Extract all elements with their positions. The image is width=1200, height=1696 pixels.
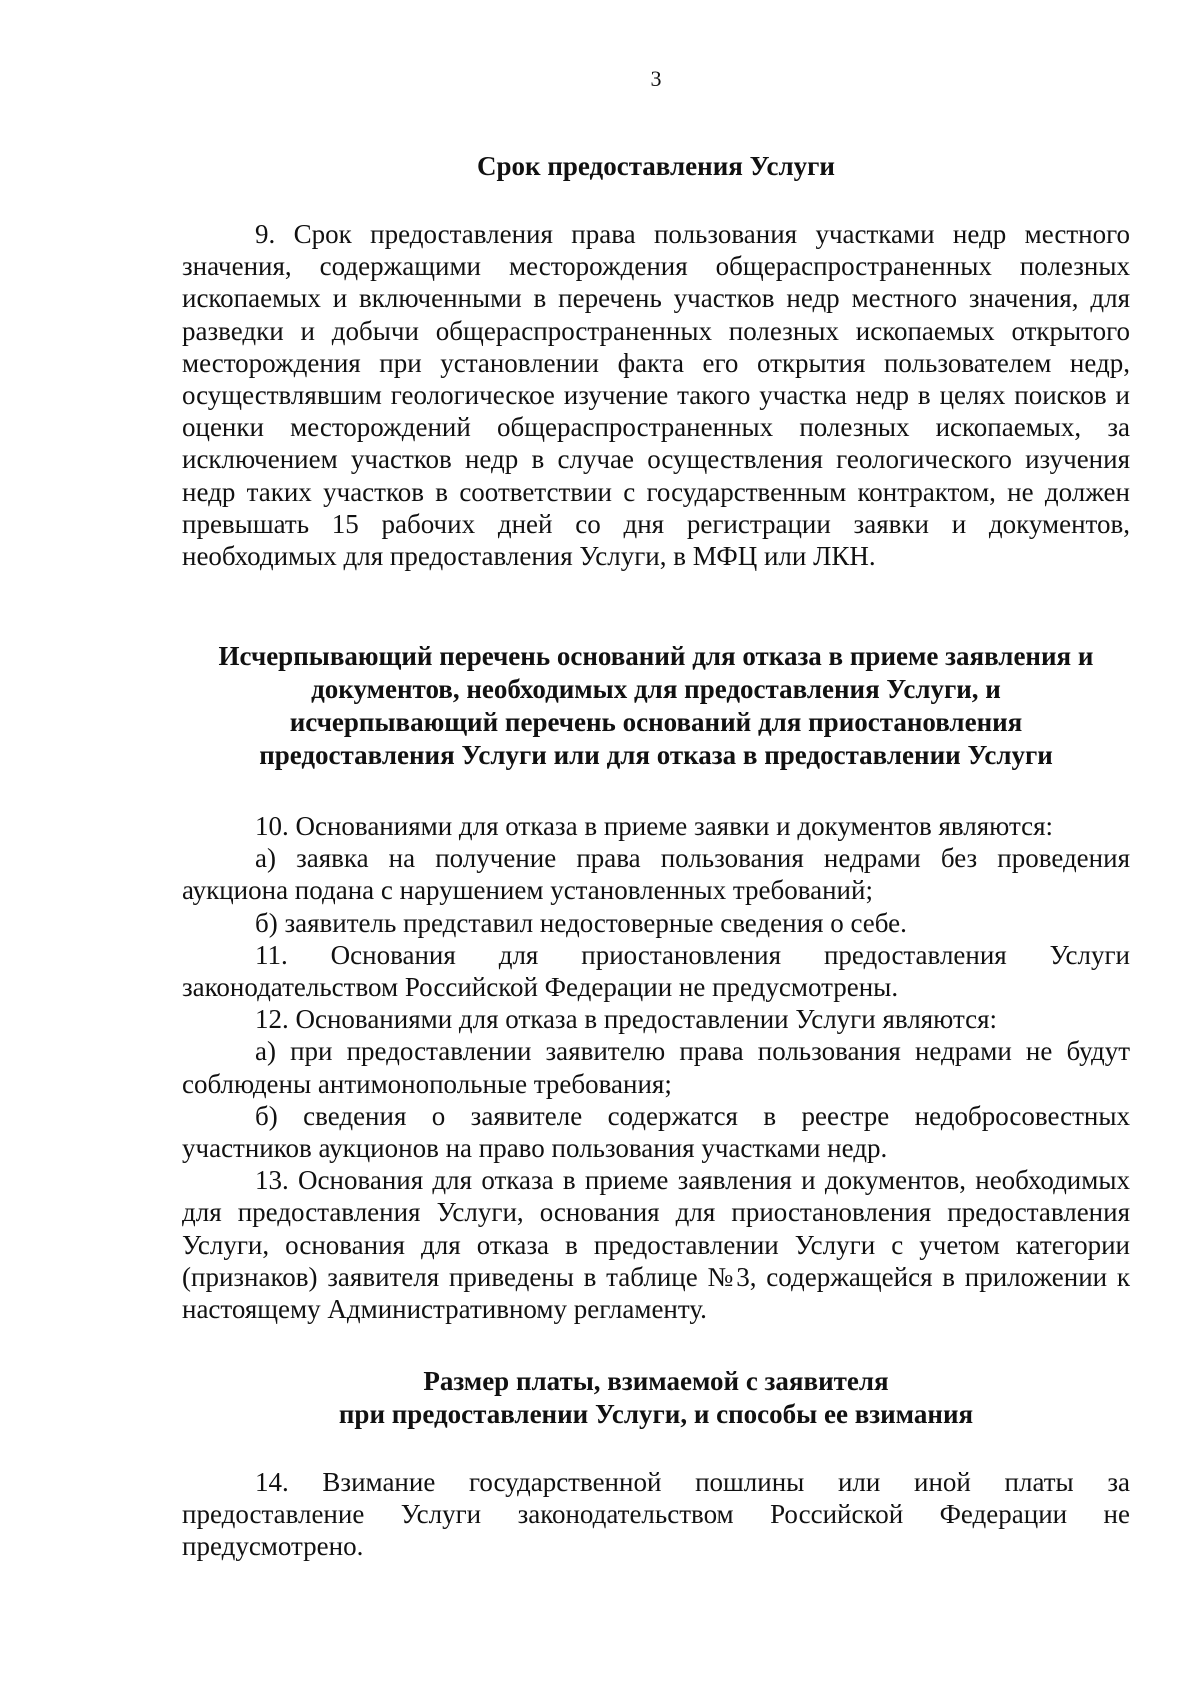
- section-heading-refusal-grounds: [182, 640, 1130, 772]
- paragraph-14: 14. Взимание государственной пошлины или иной платы за предоставление Услуги законодательством Российской Федерации не предусмотрено.: [182, 1467, 1130, 1562]
- paragraph-9: 9. Срок предоставления права пользования участками недр местного значения, содержащими месторождения общераспространенных полезных ископаемых и включенными в перечень участков недр местного значения, для разведки и добычи общераспространенных полезных ископаемых открытого месторождения при установлении факта его открытия пользователем недр, осуществлявшим геологическое изучение такого участка недр в целях поисков и оценки месторождений общераспространенных полезных ископаемых, за исключением участков недр в случае осуществления геологического изучения недр таких участков в соответствии с государственным контрактом, не должен превышать 15 рабочих дней со дня регистрации заявки и документов, необходимых для предоставления Услуги, в МФЦ или ЛКН.: [182, 219, 1130, 572]
- heading-line: предоставления Услуги или для отказа в предоставлении Услуги: [259, 740, 1053, 770]
- heading-line: Исчерпывающий перечень оснований для отказа в приеме заявления и: [218, 641, 1094, 671]
- paragraph-12: 12. Основаниями для отказа в предоставлении Услуги являются:: [255, 1004, 998, 1035]
- paragraph-13: 13. Основания для отказа в приеме заявления и документов, необходимых для предоставления Услуги, основания для приостановления предоставления Услуги, основания для отказа в предоставлении Услуги с учетом категории (признаков) заявителя приведены в таблице №3, содержащейся в приложении к настоящему Административному регламенту.: [182, 1165, 1130, 1325]
- refusal-grounds-body: [182, 810, 1130, 1325]
- heading-line: Размер платы, взимаемой с заявителя: [423, 1366, 889, 1396]
- section-heading-service-term: Срок предоставления Услуги: [477, 151, 835, 181]
- page-number: 3: [650, 66, 662, 91]
- paragraph-10: 10. Основаниями для отказа в приеме заявки и документов являются:: [255, 811, 1053, 841]
- paragraph-11: 11. Основания для приостановления предоставления Услуги законодательством Российской Федерации не предусмотрены.: [182, 939, 1130, 1003]
- heading-line: документов, необходимых для предоставления Услуги, и: [311, 674, 1001, 704]
- heading-line: исчерпывающий перечень оснований для приостановления: [289, 707, 1023, 737]
- heading-line: при предоставлении Услуги, и способы ее взимания: [338, 1399, 974, 1429]
- paragraph-12a: а) при предоставлении заявителю права пользования недрами не будут соблюдены антимонопольные требования;: [182, 1036, 1130, 1099]
- section-heading-fee: [182, 1365, 1130, 1431]
- paragraph-10b: б) заявитель представил недостоверные сведения о себе.: [255, 907, 907, 938]
- paragraph-12b: б) сведения о заявителе содержатся в реестре недобросовестных участников аукционов на право пользования участками недр.: [182, 1100, 1130, 1164]
- paragraph-10a: а) заявка на получение права пользования недрами без проведения аукциона подана с нарушением установленных требований;: [182, 843, 1130, 906]
